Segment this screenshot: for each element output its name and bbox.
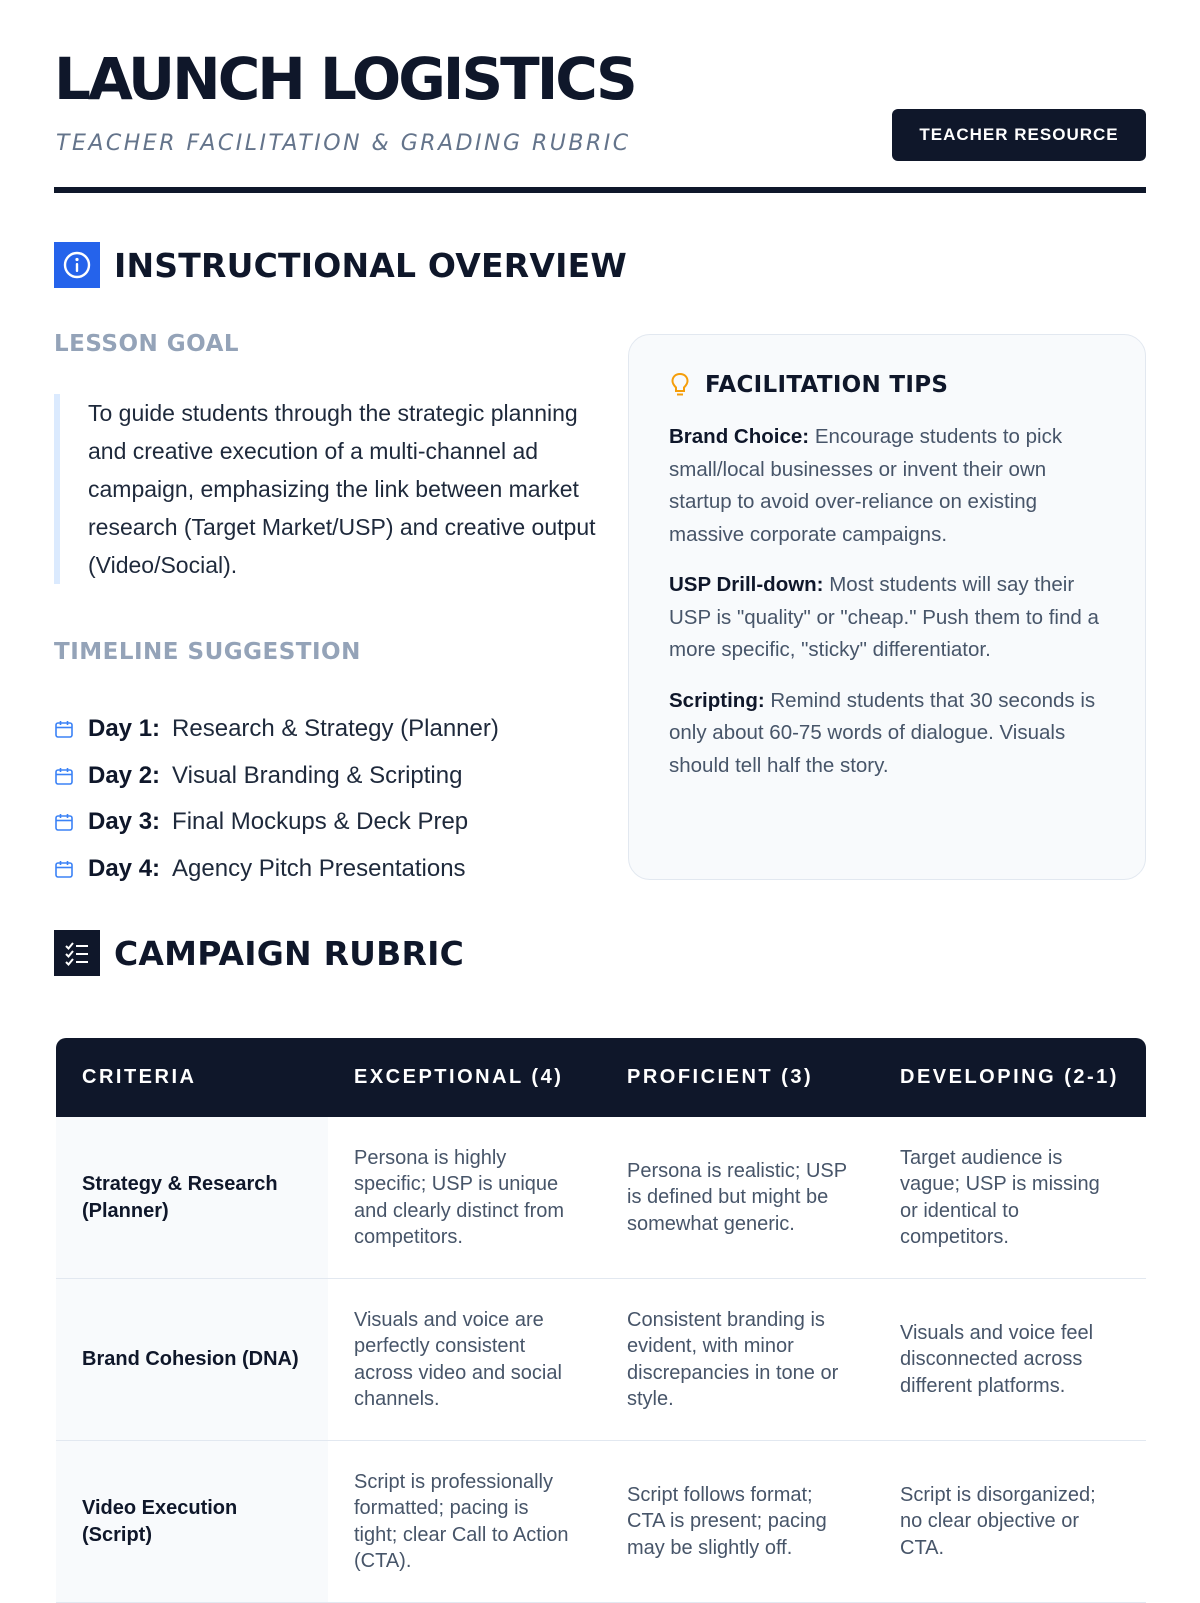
table-row [56,1441,1146,1603]
timeline-day: Day 4: [88,854,161,882]
timeline-day: Day 1: [88,715,161,743]
page-header [54,0,1146,194]
tip-label: Scripting: [669,688,765,712]
table-cell: Persona is realistic; USP is defined but might be somewhat generic. [627,1159,847,1235]
overview-title: INSTRUCTIONAL OVERVIEW [114,245,627,285]
timeline-day: Day 2: [88,761,161,789]
column-header-exceptional: EXCEPTIONAL (4) [354,1066,564,1088]
info-icon [54,242,100,288]
tip-text: Remind students that 30 seconds is only about 60-75 words of dialogue. Visuals should tell half the story. [669,688,1096,777]
teacher-resource-page [54,0,1146,1572]
page-title: LAUNCH LOGISTICS [54,45,635,113]
tips-header [669,371,1105,399]
tip-label: Brand Choice: [669,425,810,448]
rubric-title: CAMPAIGN RUBRIC [114,933,465,973]
table-cell: Persona is highly specific; USP is unique and clearly distinct from competitors. [354,1146,565,1248]
tip-text: Most students will say their USP is "quality" or "cheap." Push them to find a more specific, "sticky" differentiator. [669,573,1099,661]
facilitation-tips-card [628,334,1146,880]
table-row [56,1279,1146,1441]
column-header-proficient: PROFICIENT (3) [627,1066,814,1088]
timeline-task: Research & Strategy (Planner) [172,715,499,743]
overview-section-header [54,242,627,288]
tip-label: USP Drill-down: [669,573,824,596]
checklist-icon [54,930,100,976]
rubric-section-header [54,930,464,976]
column-header-developing: DEVELOPING (2-1) [900,1066,1119,1088]
criteria-cell: Strategy & Research (Planner) [56,1117,328,1278]
timeline-item [54,846,499,893]
lesson-goal-text: To guide students through the strategic planning and creative execution of a multi-channel ad campaign, emphasizing the link between market research (Target Market/USP) and creative output (Video/Social). [54,394,608,584]
lightbulb-icon [669,371,691,399]
table-row [56,1117,1146,1279]
calendar-icon [54,812,74,832]
timeline-task: Final Mockups & Deck Prep [172,808,469,836]
tip-item [669,569,1105,667]
criteria-cell: Video Execution (Script) [56,1441,328,1602]
lesson-goal-label: LESSON GOAL [54,331,240,357]
table-cell: Visuals and voice are perfectly consistent across video and social channels. [354,1308,562,1410]
rubric-table [56,1038,1146,1603]
table-cell: Target audience is vague; USP is missing or identical to competitors. [900,1146,1100,1248]
calendar-icon [54,766,74,786]
calendar-icon [54,859,74,879]
timeline-item [54,706,499,753]
timeline-label: TIMELINE SUGGESTION [54,639,361,665]
teacher-resource-badge: TEACHER RESOURCE [892,109,1146,161]
timeline-day: Day 3: [88,808,161,836]
header-divider [54,187,1146,193]
table-cell: Consistent branding is evident, with minor discrepancies in tone or style. [627,1308,839,1410]
table-cell: Script follows format; CTA is present; pacing may be slightly off. [627,1483,827,1559]
timeline-item [54,799,499,846]
table-cell: Script is professionally formatted; pacing is tight; clear Call to Action (CTA). [354,1470,569,1572]
timeline-item [54,753,499,800]
timeline-list [54,706,499,892]
timeline-task: Visual Branding & Scripting [172,761,463,789]
calendar-icon [54,719,74,739]
table-cell: Script is disorganized; no clear objective or CTA. [900,1483,1096,1559]
column-header-criteria: CRITERIA [82,1066,197,1088]
timeline-task: Agency Pitch Presentations [172,854,466,882]
tip-text: Encourage students to pick small/local businesses or invent their own startup to avoid over-reliance on existing massive corporate campaigns. [669,425,1063,546]
tips-title: FACILITATION TIPS [705,372,949,398]
criteria-cell: Brand Cohesion (DNA) [56,1279,328,1440]
rubric-header-row [56,1038,1146,1117]
tip-item [669,421,1105,551]
tip-item [669,685,1105,783]
page-subtitle: TEACHER FACILITATION & GRADING RUBRIC [56,131,631,156]
table-cell: Visuals and voice feel disconnected across different platforms. [900,1321,1094,1397]
